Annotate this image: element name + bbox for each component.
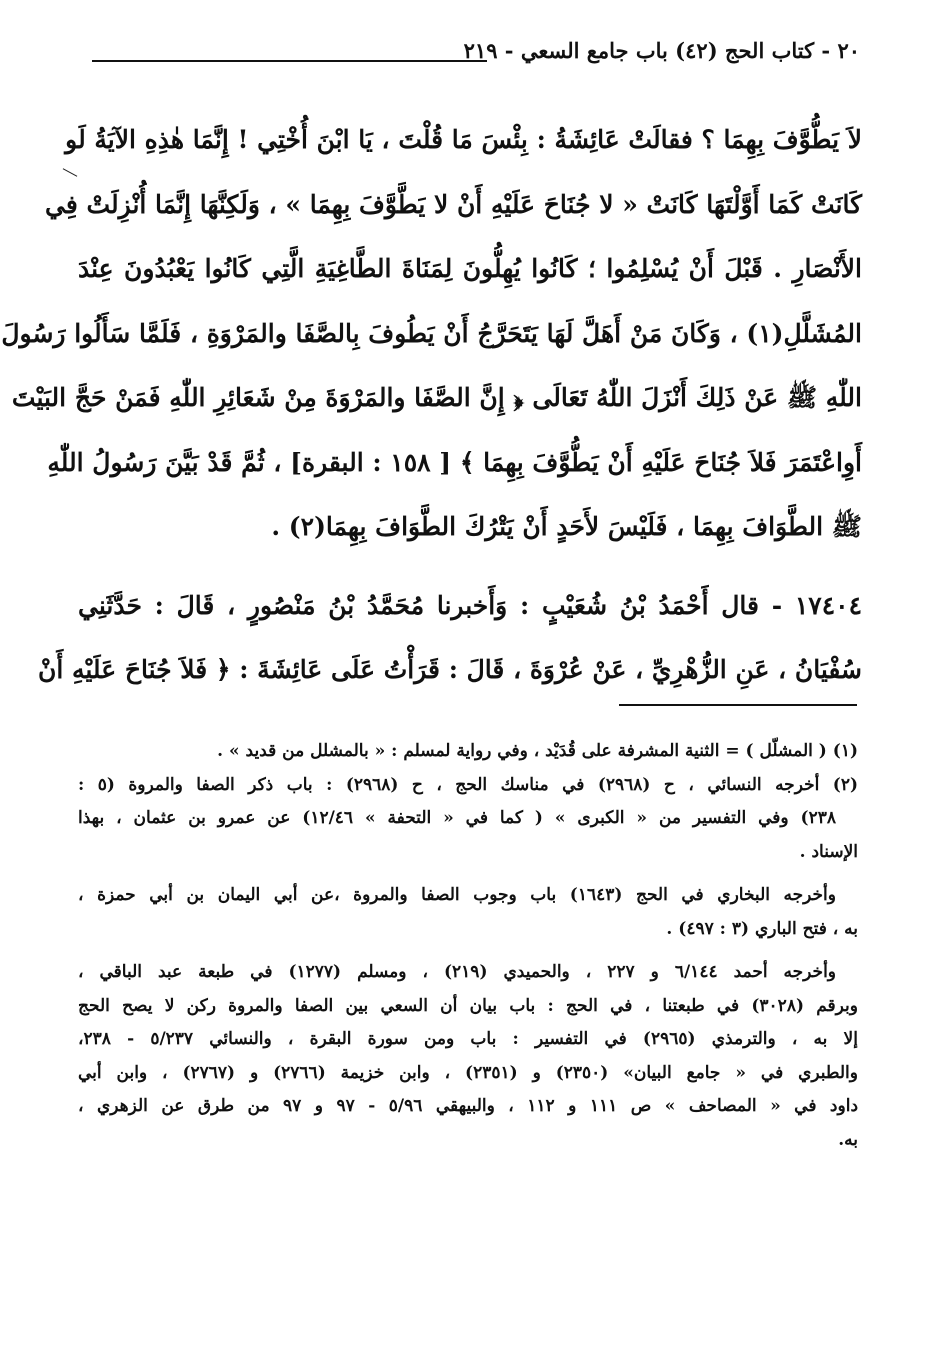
footnote-2-line: وبرقم (٣٠٢٨) في طبعتنا ، في الحج : باب بيان أن السعي بين الصفا والمروة ركن لا يصح الحج — [78, 995, 858, 1016]
body-line: اللّٰهِ ﷺ عَنْ ذَلِكَ أَنْزَلَ اللّٰهُ تَعَالَى ﴿ إِنَّ الصَّفَا والمَرْوَةَ مِنْ شَعَائِرِ اللّٰهِ فَمَنْ حَجَّ البَيْتَ — [11, 383, 862, 412]
body-line: أَوِاعْتَمَرَ فَلاَ جُنَاحَ عَلَيْهِ أَنْ يَطُّوَّفَ بِهِمَا ﴾ [ ١٥٨ : البقرة] ، ثُمَّ قَدْ بَيَّنَ رَسُولُ اللّٰهِ — [47, 447, 862, 477]
footnote-2-line: ٢٣٨) وفي التفسير من « الكبرى » ( كما في « التحفة » ١٢/٤٦) عن عمرو بن عثمان ، بهذا — [78, 808, 836, 828]
body-line: الأَنْصَارِ . قَبْلَ أَنْ يُسْلِمُوا ؛ كَانُوا يُهِلُّونَ لِمَنَاةَ الطَّاغِيَةِ الَّتِي كَانُوا يَعْبُدُونَ عِنْدَ — [78, 254, 862, 283]
header-rule — [92, 60, 487, 62]
body-line: المُشَلَّلِ(١) ، وَكَانَ مَنْ أَهَلَّ لَهَا يَتَحَرَّجُ أَنْ يَطُوفَ بِالصَّفَا والمَرْوَةِ ، فَلَمَّا سَأَلُوا رَسُولَ — [1, 318, 862, 348]
footnote-2-line: والطبري في « جامع البيان» (٢٣٥٠) و (٢٣٥١) ، وابن خزيمة (٢٧٦٦) و (٢٧٦٧) ، وابن أبي — [78, 1062, 858, 1083]
body-line: كَانَتْ كَمَا أَوَّلْتَهَا كَانَتْ « لا جُنَاحَ عَلَيْهِ أَنْ لا يَطَّوَّفَ بِهِمَا » ، وَلَكِنَّهَا إِنَّمَا أُنْزِلَتْ فِي — [45, 189, 862, 219]
footnote-2-line: إلا به ، والترمذي (٢٩٦٥) في التفسير : باب ومن سورة البقرة ، والنسائي ٥/٢٣٧ - ٢٣٨، — [78, 1029, 858, 1049]
footnote-2-line: به. — [838, 1129, 858, 1150]
footnotes — [78, 735, 858, 1157]
footnote-2-line: وأخرجه البخاري في الحج (١٦٤٣) باب وجوب الصفا والمروة ،عن أبي اليمان بن أبي حمزة ، — [78, 885, 836, 905]
hadith-line: ١٧٤٠٤ - قال أَحْمَدُ بْنُ شُعَيْبٍ : وَأَخبرنا مُحَمَّدُ بْنُ مَنْصُورٍ ، قَالَ : حَدَّثَنِي — [78, 590, 862, 620]
footnote-2-line: به ، فتح الباري (٣ : ٤٩٧) . — [666, 918, 858, 939]
running-title: ٢٠ - كتاب الحج (٤٢) باب جامع السعي - ٢١٩ — [463, 38, 860, 63]
body-line: ﷺ الطَّوَافَ بِهِمَا ، فَلَيْسَ لأَحَدٍ أَنْ يَتْرُكَ الطَّوَافَ بِهِمَا(٢) . — [271, 512, 862, 541]
footnote-2-line: داود في « المصاحف » ص ١١١ و ١١٢ ، والبيهقي ٥/٩٦ - ٩٧ و ٩٧ من طرق عن الزهري ، — [78, 1096, 859, 1116]
footnote-1: (١) ( المشلّل ) = الثنية المشرفة على قُدَيْد ، وفي رواية لمسلم : « بالمشلل من قديد » . — [217, 741, 858, 761]
main-text — [1, 108, 862, 703]
hadith-line: سُفْيَانُ ، عَنِ الزُّهْرِيِّ ، عَنْ عُرْوَةَ ، قَالَ : قَرَأْتُ عَلَى عَائِشَةَ : ﴿ فَلاَ جُنَاحَ عَلَيْهِ أَنْ — [37, 655, 862, 684]
footnote-2-line: الإسناد . — [799, 841, 858, 862]
footnote-rule — [619, 704, 857, 706]
footnote-2-line: وأخرجه أحمد ٦/١٤٤ و ٢٢٧ ، والحميدي (٢١٩) ، ومسلم (١٢٧٧) في طبعة عبد الباقي ، — [78, 962, 836, 982]
footnote-2-line: (٢) أخرجه النسائي ، ح (٢٩٦٨) في مناسك الحج ، ح (٢٩٦٨) : باب ذكر الصفا والمروة (٥ : — [78, 774, 858, 795]
running-header — [92, 38, 860, 78]
body-line: لاَ يَطُّوَّفَ بِهِمَا ؟ فقالَتْ عَائِشَةُ : بِئْسَ مَا قُلْتَ ، يَا ابْنَ أُخْتِي ! إِنَّمَا هٰذِهِ الآيَةُ لَو — [65, 125, 862, 154]
